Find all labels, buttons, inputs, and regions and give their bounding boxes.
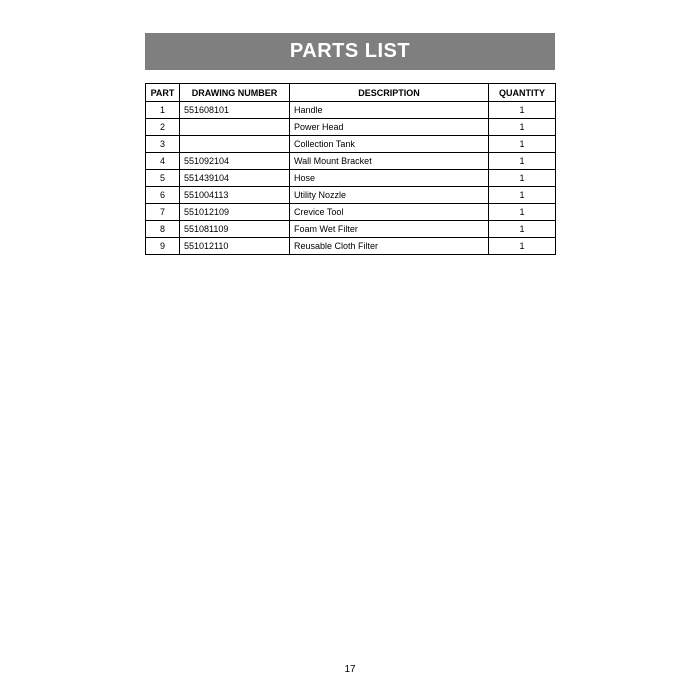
cell-quantity: 1 <box>489 102 556 119</box>
cell-description: Power Head <box>290 119 489 136</box>
cell-description: Handle <box>290 102 489 119</box>
cell-description: Utility Nozzle <box>290 187 489 204</box>
cell-part: 9 <box>146 238 180 255</box>
page-number: 17 <box>344 664 356 675</box>
cell-description: Foam Wet Filter <box>290 221 489 238</box>
header-drawing-number: DRAWING NUMBER <box>180 84 290 102</box>
cell-part: 5 <box>146 170 180 187</box>
cell-quantity: 1 <box>489 170 556 187</box>
table-row <box>146 238 556 255</box>
cell-description: Reusable Cloth Filter <box>290 238 489 255</box>
cell-description: Collection Tank <box>290 136 489 153</box>
cell-description: Wall Mount Bracket <box>290 153 489 170</box>
cell-part: 4 <box>146 153 180 170</box>
table-row <box>146 153 556 170</box>
title-bar <box>145 33 555 70</box>
cell-quantity: 1 <box>489 119 556 136</box>
cell-description: Crevice Tool <box>290 204 489 221</box>
table-header-row <box>146 84 556 102</box>
table-row <box>146 187 556 204</box>
page-title: PARTS LIST <box>289 40 411 62</box>
header-quantity: QUANTITY <box>489 84 556 102</box>
cell-drawing-number: 551439104 <box>180 170 290 187</box>
cell-quantity: 1 <box>489 153 556 170</box>
cell-quantity: 1 <box>489 136 556 153</box>
cell-drawing-number: 551012109 <box>180 204 290 221</box>
cell-drawing-number: 551608101 <box>180 102 290 119</box>
cell-drawing-number: 551004113 <box>180 187 290 204</box>
table-row <box>146 221 556 238</box>
table-row <box>146 102 556 119</box>
cell-part: 1 <box>146 102 180 119</box>
table-row <box>146 204 556 221</box>
parts-table <box>145 83 556 255</box>
table-row <box>146 136 556 153</box>
table-row <box>146 170 556 187</box>
cell-drawing-number: 551081109 <box>180 221 290 238</box>
cell-part: 3 <box>146 136 180 153</box>
table-row <box>146 119 556 136</box>
cell-part: 6 <box>146 187 180 204</box>
cell-drawing-number <box>180 119 290 136</box>
cell-part: 2 <box>146 119 180 136</box>
cell-description: Hose <box>290 170 489 187</box>
cell-quantity: 1 <box>489 221 556 238</box>
header-description: DESCRIPTION <box>290 84 489 102</box>
cell-part: 7 <box>146 204 180 221</box>
cell-drawing-number <box>180 136 290 153</box>
cell-drawing-number: 551092104 <box>180 153 290 170</box>
cell-part: 8 <box>146 221 180 238</box>
cell-drawing-number: 551012110 <box>180 238 290 255</box>
cell-quantity: 1 <box>489 187 556 204</box>
header-part: PART <box>146 84 180 102</box>
cell-quantity: 1 <box>489 204 556 221</box>
cell-quantity: 1 <box>489 238 556 255</box>
